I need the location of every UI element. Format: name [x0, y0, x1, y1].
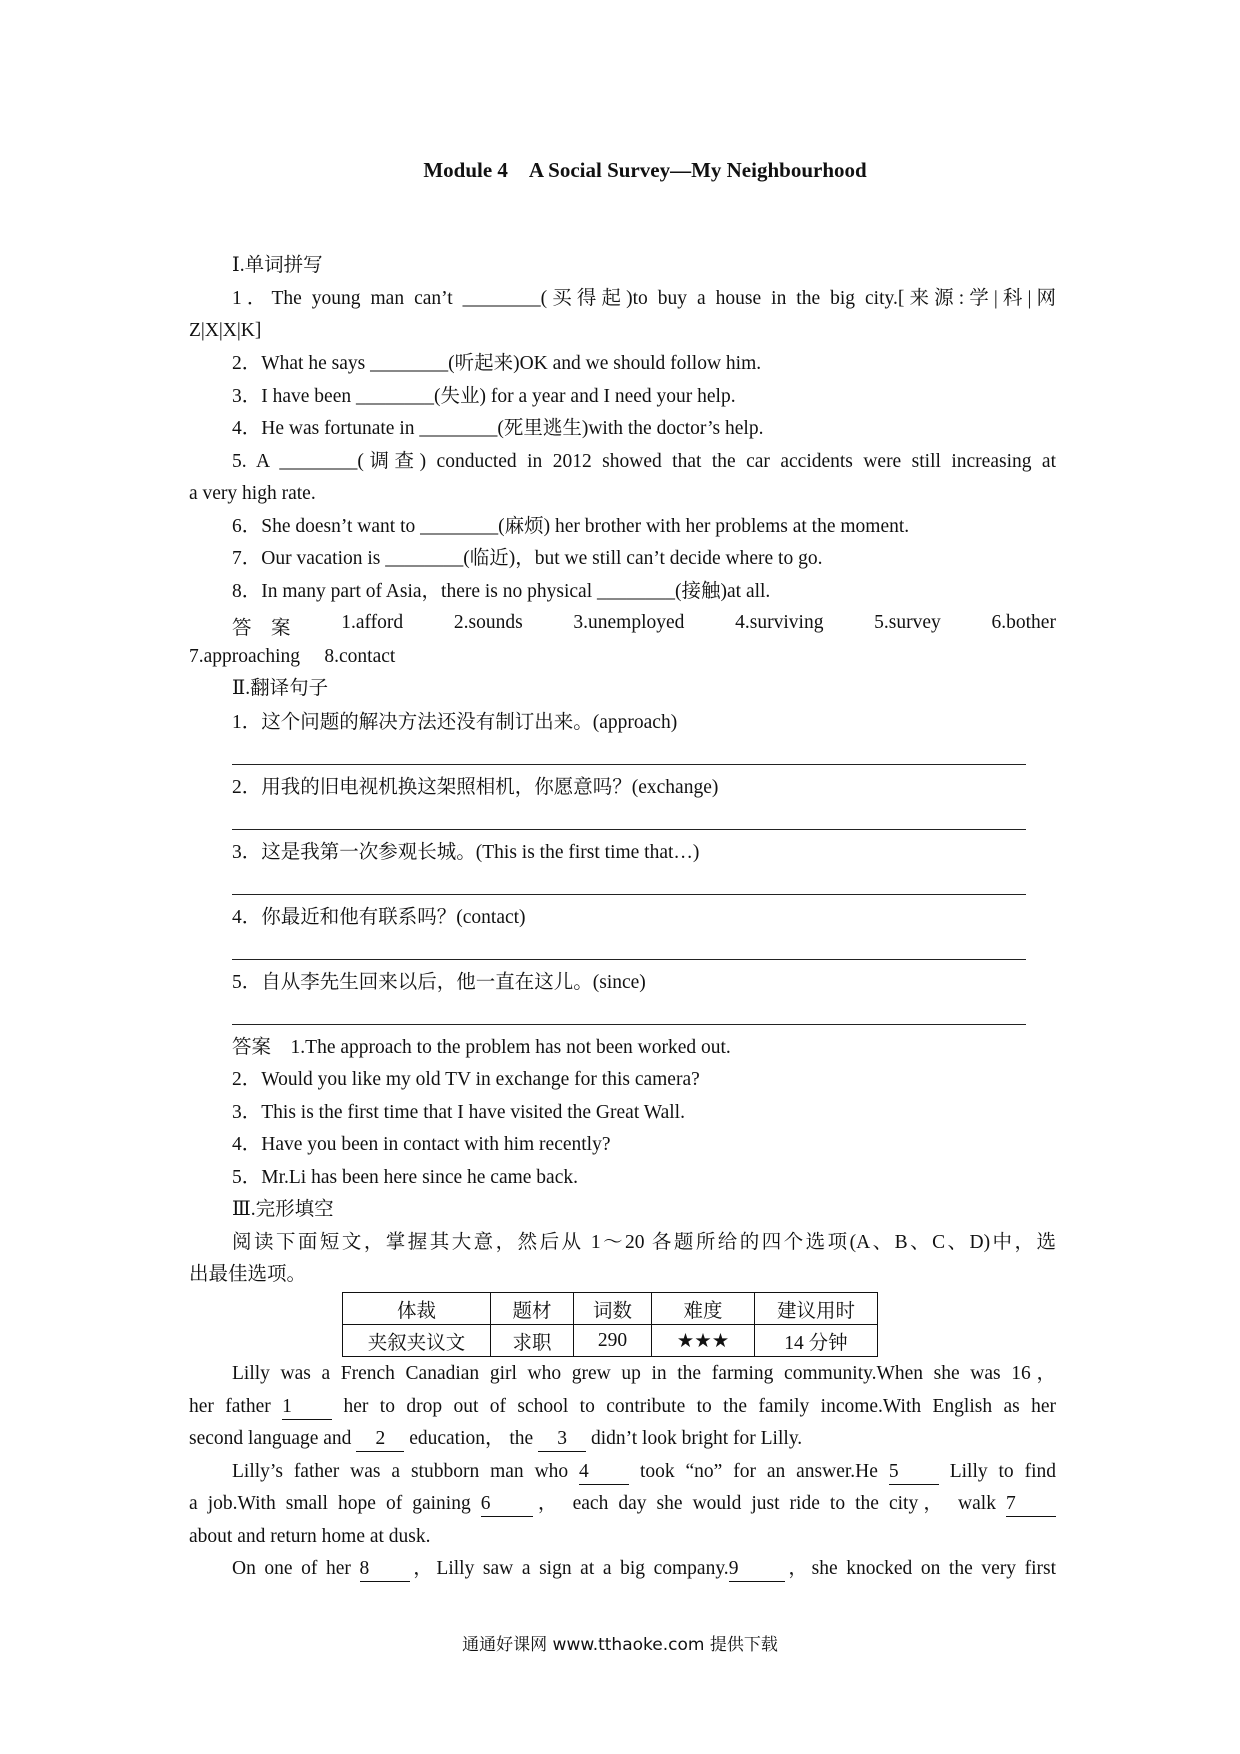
- answer-item: 1.The approach to the problem has not been worked out.: [290, 1037, 731, 1058]
- page-title: Module 4 A Social Survey—My Neighbourhood: [423, 158, 867, 182]
- answer-item: 6.bother: [991, 612, 1056, 633]
- table-header-cell: 体裁: [343, 1293, 491, 1325]
- passage-line: [189, 1427, 802, 1452]
- answer-item: 4．Have you been in contact with him recently?: [232, 1134, 611, 1155]
- answer-line: [232, 764, 1026, 765]
- spelling-item: 8．In many part of Asia，there is no physical ________(接触)at all.: [232, 581, 771, 602]
- passage-line: [189, 1395, 1056, 1420]
- spelling-item: Z|X|X|K]: [189, 320, 262, 341]
- cloze-blank-4: 4: [579, 1460, 629, 1485]
- table-header-cell: 建议用时: [755, 1293, 878, 1325]
- spelling-item: 7．Our vacation is ________(临近)，but we still can’t decide where to go.: [232, 548, 823, 569]
- table-row: [343, 1325, 878, 1357]
- answer-item: 3.unemployed: [573, 612, 685, 633]
- translation-item: 3．这是我第一次参观长城。(This is the first time that…): [232, 842, 700, 863]
- answer-item: 2．Would you like my old TV in exchange for this camera?: [232, 1069, 700, 1090]
- table-header-cell: 词数: [574, 1293, 652, 1325]
- passage-text: Lilly to find: [938, 1461, 1056, 1482]
- section-heading-spelling: Ⅰ.单词拼写: [232, 255, 323, 276]
- answer-label: 答 案: [232, 618, 291, 639]
- passage-text: education， the: [404, 1428, 539, 1449]
- answer-line: [232, 1024, 1026, 1025]
- table-cell: 夹叙夹议文: [343, 1325, 491, 1357]
- answer-line: [232, 894, 1026, 895]
- passage-line: about and return home at dusk.: [189, 1526, 431, 1547]
- passage-text: her father: [189, 1396, 283, 1417]
- passage-line: [189, 1492, 1056, 1517]
- cloze-blank-9: 9: [729, 1557, 785, 1582]
- passage-info-table: [342, 1292, 878, 1357]
- passage-text: ， each day she would just ride to the city， walk: [532, 1493, 1006, 1514]
- table-header-cell: 题材: [491, 1293, 574, 1325]
- passage-text: didn’t look bright for Lilly.: [586, 1428, 803, 1449]
- spelling-item: 4．He was fortunate in ________(死里逃生)with the doctor’s help.: [232, 418, 764, 439]
- passage-text: second language and: [189, 1428, 357, 1449]
- answer-line: [232, 829, 1026, 830]
- spelling-answers: [232, 612, 1056, 640]
- cloze-blank-2: 2: [356, 1427, 404, 1452]
- passage-text: ，she knocked on the very first: [784, 1558, 1056, 1579]
- section-heading-cloze: Ⅲ.完形填空: [232, 1199, 334, 1220]
- table-cell: 求职: [491, 1325, 574, 1357]
- passage-line: Lilly was a French Canadian girl who grew up in the farming community.When she was 16，: [232, 1363, 1056, 1384]
- spelling-item: 2．What he says ________(听起来)OK and we should follow him.: [232, 353, 762, 374]
- passage-text: a job.With small hope of gaining: [189, 1493, 481, 1514]
- answer-item: 5.survey: [874, 612, 941, 633]
- cloze-blank-1: 1: [282, 1395, 332, 1420]
- answer-item: 5．Mr.Li has been here since he came back.: [232, 1167, 578, 1188]
- answer-item: 4.surviving: [735, 612, 824, 633]
- table-header-cell: 难度: [652, 1293, 755, 1325]
- passage-text: her to drop out of school to contribute to the family income.With English as her: [332, 1396, 1056, 1417]
- answer-line: [232, 959, 1026, 960]
- spelling-item: 6．She doesn’t want to ________(麻烦) her brother with her problems at the moment.: [232, 516, 910, 537]
- spelling-item: a very high rate.: [189, 483, 316, 504]
- spelling-item: 3．I have been ________(失业) for a year and I need your help.: [232, 386, 736, 407]
- passage-text: ，Lilly saw a sign at a big company.: [409, 1558, 729, 1579]
- table-cell: 290: [574, 1325, 652, 1357]
- table-cell: ★★★: [652, 1325, 755, 1357]
- cloze-blank-3: 3: [538, 1427, 586, 1452]
- cloze-blank-7: 7: [1006, 1492, 1056, 1517]
- answer-item: 3．This is the first time that I have visited the Great Wall.: [232, 1102, 685, 1123]
- cloze-blank-5: 5: [889, 1460, 939, 1485]
- spelling-item: 1．The young man can’t ________(买得起)to buy a house in the big city.[来源:学|科|网: [232, 288, 1056, 309]
- table-cell: 14 分钟: [755, 1325, 878, 1357]
- answer-label: 答案: [232, 1037, 272, 1058]
- spelling-item: 5. A ________(调查) conducted in 2012 showed that the car accidents were still increasing at: [232, 451, 1056, 472]
- table-header-row: [343, 1293, 878, 1325]
- section-heading-translation: Ⅱ.翻译句子: [232, 678, 329, 699]
- translation-item: 2．用我的旧电视机换这架照相机，你愿意吗？(exchange): [232, 777, 719, 798]
- translation-item: 5．自从李先生回来以后，他一直在这儿。(since): [232, 972, 646, 993]
- cloze-instructions: 出最佳选项。: [189, 1264, 307, 1285]
- translation-item: 4．你最近和他有联系吗？(contact): [232, 907, 526, 928]
- translation-answers: [232, 1036, 731, 1060]
- passage-line: [232, 1557, 1056, 1582]
- answer-item: 2.sounds: [453, 612, 523, 633]
- answer-item: 1.afford: [341, 612, 404, 633]
- passage-text: Lilly’s father was a stubborn man who: [232, 1461, 580, 1482]
- cloze-blank-8: 8: [360, 1557, 410, 1582]
- passage-text: took “no” for an answer.He: [629, 1461, 889, 1482]
- cloze-instructions: 阅读下面短文，掌握其大意，然后从 1～20 各题所给的四个选项(A、B、C、D)中，选: [232, 1232, 1056, 1253]
- page-footer: 通通好课网 www.tthaoke.com 提供下载: [462, 1635, 778, 1655]
- translation-item: 1．这个问题的解决方法还没有制订出来。(approach): [232, 712, 678, 733]
- cloze-blank-6: 6: [481, 1492, 533, 1517]
- spelling-answers-continued: 7.approaching 8.contact: [189, 646, 396, 667]
- passage-line: [232, 1460, 1056, 1485]
- passage-text: On one of her: [232, 1558, 360, 1579]
